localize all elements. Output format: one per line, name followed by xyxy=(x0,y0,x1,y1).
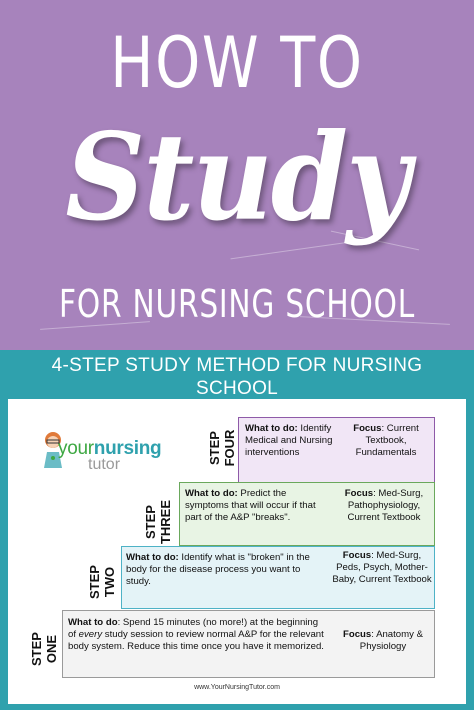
logo-tutor: tutor xyxy=(88,456,121,473)
step-four-what-text: Identify Medical and Nursing interventions xyxy=(245,423,333,458)
step-three-what-text: Predict the symptoms that will occur if that part of the A&P "breaks". xyxy=(185,488,316,523)
step-one-what-text-post: study session to review normal A&P for the relevant body system. Reduce this time once you have it memorized. xyxy=(68,629,324,652)
step-two-what xyxy=(126,552,324,588)
step-four-what-label: What to do: xyxy=(245,423,298,434)
step-three-what xyxy=(185,488,330,524)
step-three-focus-label: Focus xyxy=(344,488,374,499)
hero-title-study: Study xyxy=(65,107,409,248)
method-title-line2: SCHOOL xyxy=(195,378,279,399)
step-one-focus-text: : Anatomy & Physiology xyxy=(359,629,423,652)
step-two-label-line2: TWO xyxy=(102,566,117,598)
step-two-focus xyxy=(332,550,432,586)
step-four-label-line1: STEP xyxy=(207,431,222,465)
logo-nursing: nursing xyxy=(93,438,162,459)
step-two-what-label: What to do: xyxy=(126,552,179,563)
step-one-what-text-em: every xyxy=(78,629,103,640)
step-one-what-text-pre: : Spend 15 minutes (no more!) at the beginning of xyxy=(68,617,319,640)
logo-your: your xyxy=(58,438,94,459)
step-three-label xyxy=(143,492,173,552)
footer-url[interactable]: www.YourNursingTutor.com xyxy=(194,684,280,691)
step-four-focus xyxy=(340,423,432,459)
step-three-what-label: What to do: xyxy=(185,488,238,499)
step-two-label-line1: STEP xyxy=(87,565,102,599)
step-one-what xyxy=(68,617,326,653)
step-two-focus-text: : Med-Surg, Peds, Psych, Mother-Baby, Current Textbook xyxy=(332,550,432,585)
step-three-focus xyxy=(336,488,432,524)
step-two-label xyxy=(87,552,117,612)
step-four-label xyxy=(207,418,237,478)
step-two-what-text: Identify what is "broken" in the body for the disease process you want to study. xyxy=(126,552,310,587)
step-two-focus-label: Focus xyxy=(342,550,372,561)
step-one-label xyxy=(29,619,59,679)
method-title xyxy=(10,354,464,400)
step-four-focus-text: : Current Textbook, Fundamentals xyxy=(355,423,419,458)
hero-subtitle: FOR NURSING SCHOOL xyxy=(59,282,415,326)
step-four-label-line2: FOUR xyxy=(222,429,237,467)
step-one-what-label: What to do xyxy=(68,617,118,628)
step-four-focus-label: Focus xyxy=(353,423,382,434)
hero-title-how-to: HOW TO xyxy=(110,22,364,104)
step-three-label-line1: STEP xyxy=(143,505,158,539)
step-one-label-line1: STEP xyxy=(29,632,44,666)
step-one-focus xyxy=(333,629,433,653)
step-four-what xyxy=(245,423,345,459)
step-three-label-line2: THREE xyxy=(158,499,173,545)
step-three-focus-text: : Med-Surg, Pathophysiology, Current Textbook xyxy=(347,488,424,523)
step-one-label-line2: ONE xyxy=(44,634,59,664)
step-one-focus-label: Focus xyxy=(343,629,372,640)
method-title-line1: 4-STEP STUDY METHOD FOR NURSING xyxy=(51,355,423,376)
